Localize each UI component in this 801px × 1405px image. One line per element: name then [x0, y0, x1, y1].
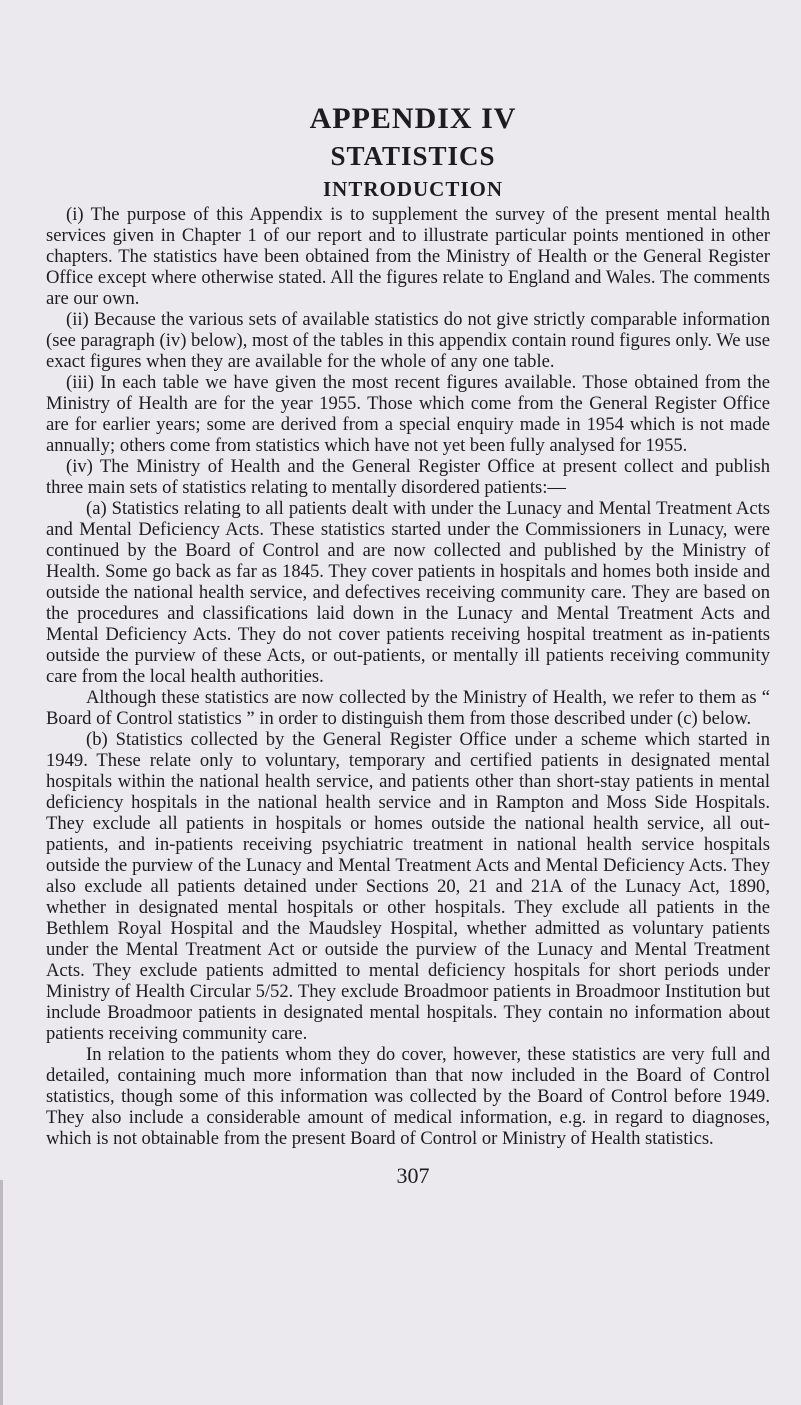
paragraph-iv-b-note: In relation to the patients whom they do cover, however, these statistics are very full and detailed, containing much more information than that now included in the Board of Control statistics, though some of this information was collected by the Board of Control before 1949. They also include a considerable amount of medical information, e.g. in regard to diagnoses, which is not obtainable from the present Board of Control or Ministry of Health statistics. [46, 1044, 770, 1149]
paragraph-iv-a: (a) Statistics relating to all patients dealt with under the Lunacy and Mental Treatment Acts and Mental Deficiency Acts. These statistics started under the Commissioners in Lunacy, were continued by the Board of Control and are now collected and published by the Ministry of Health. Some go back as far as 1845. They cover patients in hospitals and homes both inside and outside the national health service, and defectives receiving community care. They are based on the procedures and classifications laid down in the Lunacy and Mental Treatment Acts and Mental Deficiency Acts. They do not cover patients receiving hospital treatment as in-patients outside the purview of these Acts, or out-patients, or mentally ill patients receiving community care from the local health authorities. [46, 498, 770, 687]
appendix-heading: APPENDIX IV [309, 102, 517, 135]
paragraph-iv: (iv) The Ministry of Health and the General Register Office at present collect and publish three main sets of statistics relating to mentally disordered patients:— [46, 456, 770, 498]
page-number: 307 [396, 1163, 430, 1188]
paragraph-iv-b: (b) Statistics collected by the General Register Office under a scheme which started in 1949. These relate only to voluntary, temporary and certified patients in designated mental hospitals within the national health service, and patients other than short-stay patients in mental deficiency hospitals in the national health service and in Rampton and Moss Side Hospitals. They exclude all patients in hospitals or homes outside the national health service, all out-patients, and in-patients receiving psychiatric treatment in national health service hospitals outside the purview of the Lunacy and Mental Treatment Acts and Mental Deficiency Acts. They also exclude all patients detained under Sections 20, 21 and 21A of the Lunacy Act, 1890, whether in designated mental hospitals or other hospitals. They exclude all patients in the Bethlem Royal Hospital and the Maudsley Hospital, whether admitted as voluntary patients under the Mental Treatment Act or outside the purview of the Lunacy and Mental Treatment Acts. They exclude patients admitted to mental deficiency hospitals for short periods under Ministry of Health Circular 5/52. They exclude Broadmoor patients in Broadmoor Institution but include Broadmoor patients in designated mental hospitals. They contain no information about patients receiving community care. [46, 729, 770, 1044]
paragraph-ii: (ii) Because the various sets of available statistics do not give strictly comparable information (see paragraph (iv) below), most of the tables in this appendix contain round figures only. We use exact figures when they are available for the whole of any one table. [46, 309, 770, 372]
paragraph-iii: (iii) In each table we have given the most recent figures available. Those obtained from the Ministry of Health are for the year 1955. Those which come from the General Register Office are for earlier years; some are derived from a special enquiry made in 1954 which is not made annually; others come from statistics which have not yet been fully analysed for 1955. [46, 372, 770, 456]
paragraph-i: (i) The purpose of this Appendix is to supplement the survey of the present mental health services given in Chapter 1 of our report and to illustrate particular points mentioned in other chapters. The statistics have been obtained from the Ministry of Health or the General Register Office except where otherwise stated. All the figures relate to England and Wales. The comments are our own. [46, 204, 770, 309]
scan-edge-shadow [0, 1180, 3, 1405]
section-heading: INTRODUCTION [322, 177, 504, 201]
paragraph-iv-a-note: Although these statistics are now collected by the Ministry of Health, we refer to them as “ Board of Control statistics ” in order to distinguish them from those described under (c) below. [46, 687, 770, 729]
document-page [46, 100, 770, 1189]
appendix-title: STATISTICS [330, 141, 496, 171]
